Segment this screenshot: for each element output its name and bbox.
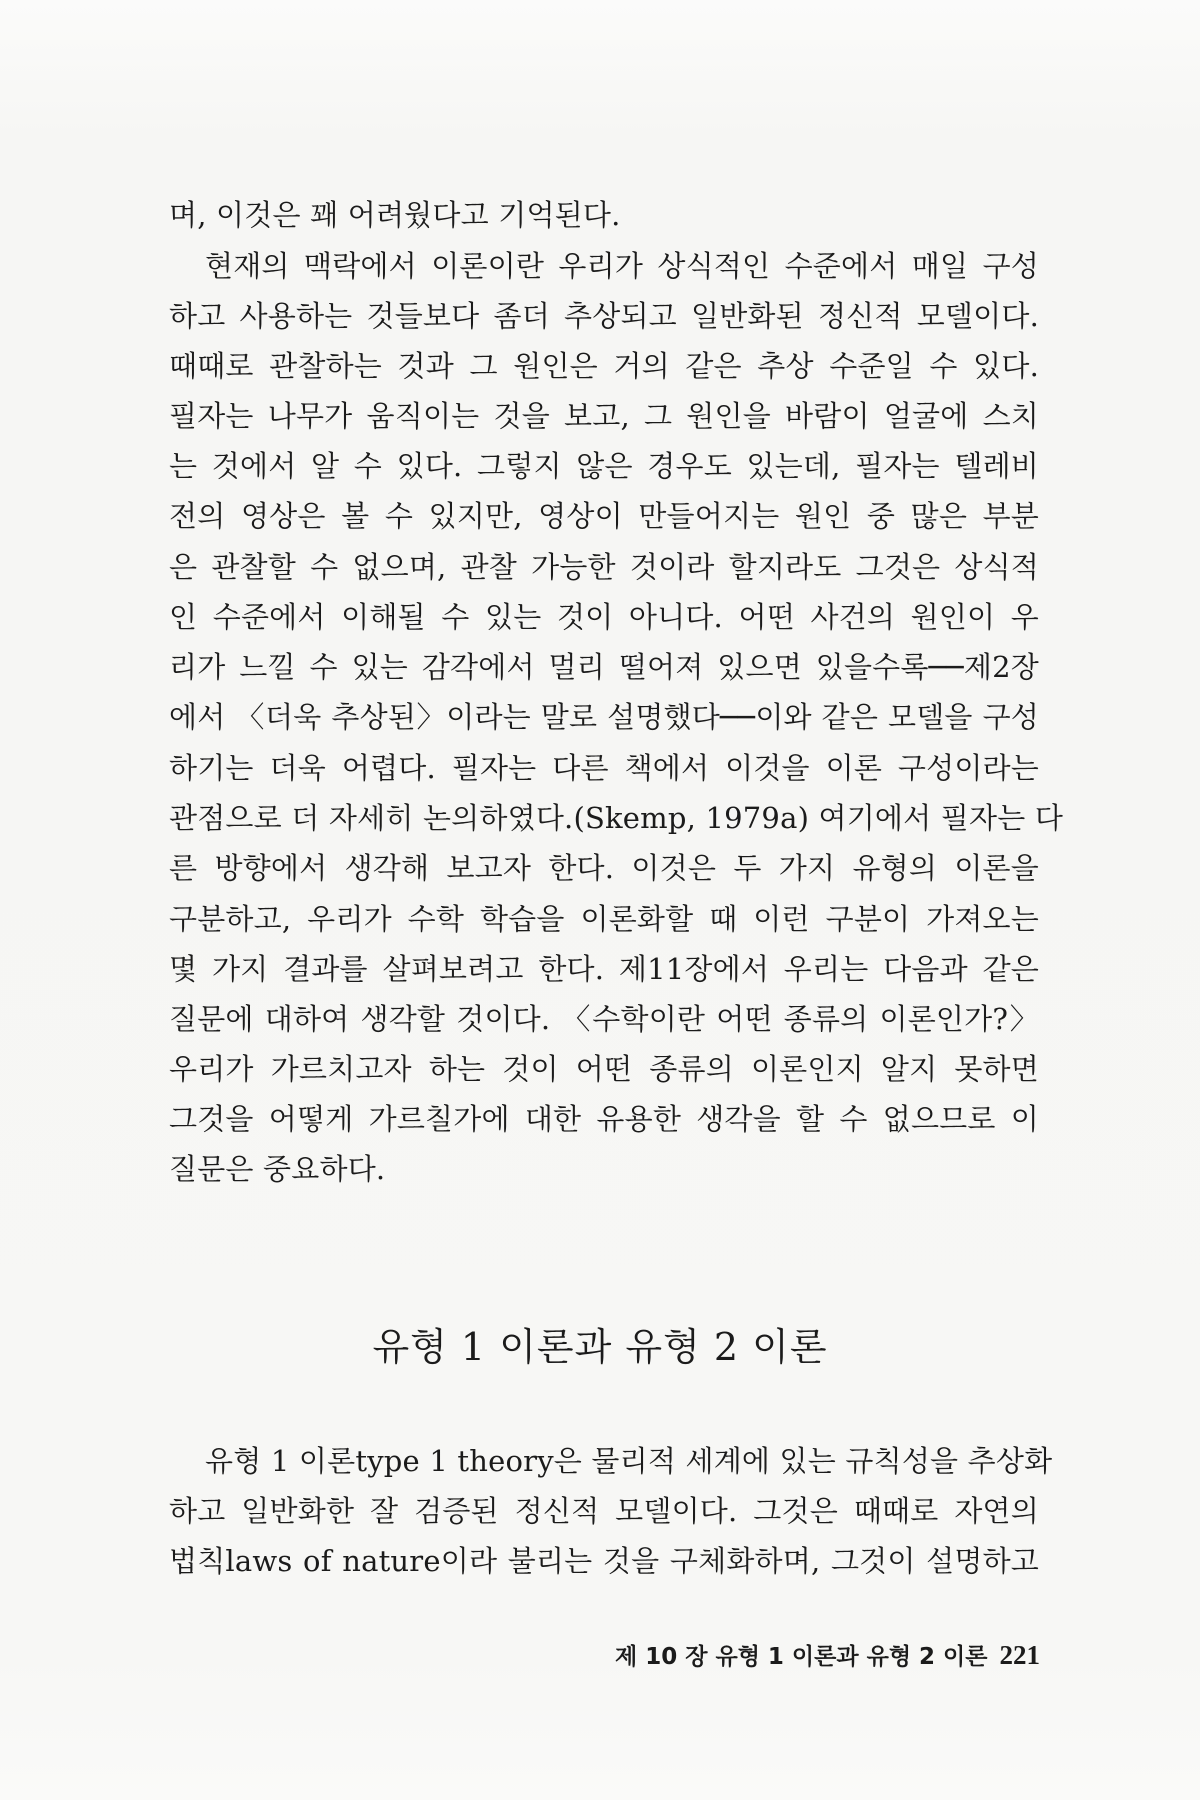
text-line: 관점으로 더 자세히 논의하였다.(Skemp, 1979a) 여기에서 필자는 다 bbox=[169, 801, 1064, 835]
text-line: 몇 가지 결과를 살펴보려고 한다. 제11장에서 우리는 다음과 같은 bbox=[169, 952, 1039, 986]
text-line: 질문은 중요하다. bbox=[169, 1152, 386, 1186]
text-line: 에서 〈더욱 추상된〉이라는 말로 설명했다──이와 같은 모델을 구성 bbox=[169, 700, 1039, 734]
text-line: 하고 사용하는 것들보다 좀더 추상되고 일반화된 정신적 모델이다. bbox=[169, 299, 1039, 333]
text-line: 구분하고, 우리가 수학 학습을 이론화할 때 이런 구분이 가져오는 bbox=[169, 902, 1039, 936]
text-line: 하기는 더욱 어렵다. 필자는 다른 책에서 이것을 이론 구성이라는 bbox=[169, 751, 1039, 785]
text-line: 필자는 나무가 움직이는 것을 보고, 그 원인을 바람이 얼굴에 스치 bbox=[169, 399, 1039, 433]
text-line: 그것을 어떻게 가르칠가에 대한 유용한 생각을 할 수 없으므로 이 bbox=[169, 1102, 1039, 1136]
text-line: 리가 느낄 수 있는 감각에서 멀리 떨어져 있으면 있을수록──제2장 bbox=[169, 650, 1039, 684]
text-line: 전의 영상은 볼 수 있지만, 영상이 만들어지는 원인 중 많은 부분 bbox=[169, 499, 1039, 533]
text-line: 며, 이것은 꽤 어려웠다고 기억된다. bbox=[169, 198, 621, 232]
text-line: 인 수준에서 이해될 수 있는 것이 아니다. 어떤 사건의 원인이 우 bbox=[169, 600, 1039, 634]
page-number: 221 bbox=[999, 1640, 1040, 1670]
text-line: 우리가 가르치고자 하는 것이 어떤 종류의 이론인지 알지 못하면 bbox=[169, 1052, 1039, 1086]
text-line: 때때로 관찰하는 것과 그 원인은 거의 같은 추상 수준일 수 있다. bbox=[169, 349, 1039, 383]
text-line: 은 관찰할 수 없으며, 관찰 가능한 것이라 할지라도 그것은 상식적 bbox=[169, 550, 1039, 584]
text-line: 는 것에서 알 수 있다. 그렇지 않은 경우도 있는데, 필자는 텔레비 bbox=[169, 449, 1039, 483]
running-footer bbox=[560, 1642, 1040, 1669]
running-title: 제 10 장 유형 1 이론과 유형 2 이론 bbox=[615, 1644, 988, 1670]
text-line: 하고 일반화한 잘 검증된 정신적 모델이다. 그것은 때때로 자연의 bbox=[169, 1494, 1039, 1528]
text-line: 현재의 맥락에서 이론이란 우리가 상식적인 수준에서 매일 구성 bbox=[205, 249, 1039, 283]
text-line: 질문에 대하여 생각할 것이다. 〈수학이란 어떤 종류의 이론인가?〉 bbox=[169, 1002, 1039, 1036]
text-line: 유형 1 이론type 1 theory은 물리적 세계에 있는 규칙성을 추상화 bbox=[205, 1444, 1053, 1478]
text-line: 법칙laws of nature이라 불리는 것을 구체화하며, 그것이 설명하고 bbox=[169, 1544, 1039, 1578]
text-line: 른 방향에서 생각해 보고자 한다. 이것은 두 가지 유형의 이론을 bbox=[169, 851, 1039, 885]
section-heading: 유형 1 이론과 유형 2 이론 bbox=[372, 1325, 828, 1369]
